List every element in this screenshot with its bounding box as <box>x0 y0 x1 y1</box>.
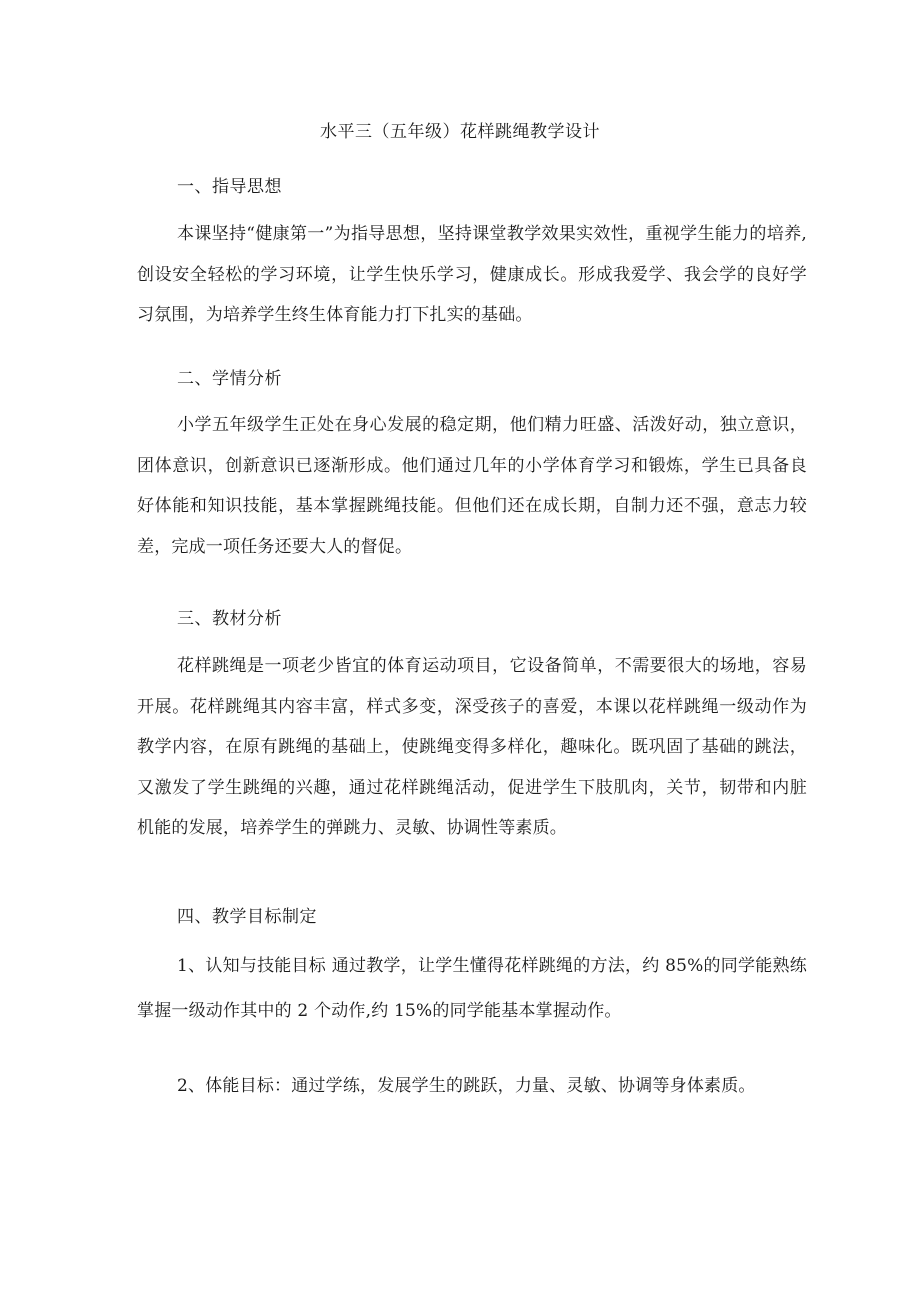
document-title: 水平三（五年级）花样跳绳教学设计 <box>320 122 600 142</box>
section-heading-guiding-ideology: 一、指导思想 <box>177 177 282 197</box>
objective-item-cognition-skill: 1、认知与技能目标 通过教学，让学生懂得花样跳绳的方法，约 85%的同学能熟练掌握一级动作其中的 2 个动作,约 15%的同学能基本掌握动作。 <box>137 956 807 1021</box>
section-paragraph-student-analysis: 小学五年级学生正处在身心发展的稳定期，他们精力旺盛、活泼好动，独立意识，团体意识，创新意识已逐渐形成。他们通过几年的小学体育学习和锻炼，学生已具备良好体能和知识技能，基本掌握跳绳技能。但他们还在成长期，自制力还不强，意志力较差，完成一项任务还要大人的督促。 <box>137 415 807 557</box>
objective-item-physical-fitness: 2、体能目标：通过学练，发展学生的跳跃，力量、灵敏、协调等身体素质。 <box>177 1076 756 1096</box>
section-heading-teaching-objectives: 四、教学目标制定 <box>177 907 317 927</box>
section-paragraph-material-analysis: 花样跳绳是一项老少皆宜的体育运动项目，它设备简单，不需要很大的场地，容易开展。花样跳绳其内容丰富，样式多变，深受孩子的喜爱，本课以花样跳绳一级动作为教学内容，在原有跳绳的基础上，使跳绳变得多样化，趣味化。既巩固了基础的跳法，又激发了学生跳绳的兴趣，通过花样跳绳活动，促进学生下肢肌肉，关节，韧带和内脏机能的发展，培养学生的弹跳力、灵敏、协调性等素质。 <box>137 656 807 838</box>
section-heading-student-analysis: 二、学情分析 <box>177 369 282 389</box>
section-heading-material-analysis: 三、教材分析 <box>177 609 282 629</box>
section-paragraph-guiding-ideology: 本课坚持“健康第一”为指导思想，坚持课堂教学效果实效性，重视学生能力的培养,创设安全轻松的学习环境，让学生快乐学习，健康成长。形成我爱学、我会学的良好学习氛围，为培养学生终生体育能力打下扎实的基础。 <box>137 224 807 325</box>
